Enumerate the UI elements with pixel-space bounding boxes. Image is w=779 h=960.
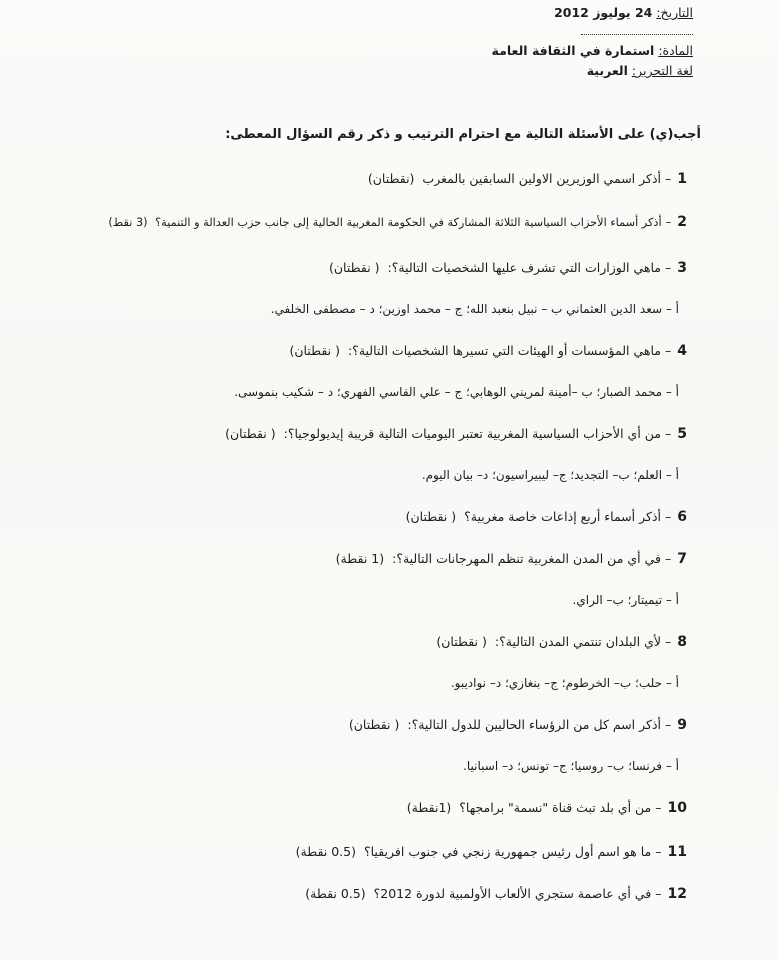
subject-label: المادة: [658,43,693,58]
question-text: أذكر اسمي الوزيرين الاولين السابقين بالمغرب [422,171,661,186]
question-text: من أي بلد تبث قناة "نسمة" برامجها؟ [459,800,652,815]
question-5: 5–من أي الأحزاب السياسية المغربية تعتبر اليوميات التالية قريبة إيديولوجيا؟: ( نقطتان) [225,426,687,442]
question-number: 11 [667,844,687,860]
question-number: 3 [677,260,687,276]
question-points: ( نقطتان) [405,509,457,524]
question-10: 10–من أي بلد تبث قناة "نسمة" برامجها؟ (1نقطة) [406,800,687,816]
question-points: ( نقطتان) [348,717,400,732]
question-text: في أي من المدن المغربية تنظم المهرجانات التالية؟: [392,551,661,566]
question-points: (3 نقط) [108,216,148,229]
question-points: ( نقطتان) [329,260,380,275]
language-value: العربية [586,63,628,78]
date-line [554,4,693,22]
question-text: في أي عاصمة ستجري الألعاب الأولمبية لدورة 2012؟ [373,886,652,901]
question-text: أذكر أسماء الأحزاب السياسية الثلاثة المشاركة في الحكومة المغربية الحالية إلى جانب حزب العدالة و التنمية؟ [155,216,662,229]
question-11: 11–ما هو اسم أول رئيس جمهورية زنجي في جنوب افريقيا؟ (0.5 نقطة) [295,844,687,860]
question-3-options: أ – سعد الدين العثماني ب – نبيل بنعبد الله؛ ج – محمد اوزين؛ د – مصطفى الخلفي. [270,302,679,316]
question-text: أذكر اسم كل من الرؤساء الحاليين للدول التالية؟: [407,717,661,732]
question-1: 1–أذكر اسمي الوزيرين الاولين السابقين بالمغرب (نقطتان) [367,171,687,187]
question-number: 8 [677,634,687,650]
instructions: أجب(ي) على الأسئلة التالية مع احترام الترتيب و ذكر رقم السؤال المعطى: [225,127,701,142]
question-number: 6 [677,509,687,525]
date-label: التاريخ: [656,5,693,20]
language-line [587,62,693,80]
question-points: (1 نقطة) [335,551,385,566]
question-9: 9–أذكر اسم كل من الرؤساء الحاليين للدول التالية؟: ( نقطتان) [348,717,687,733]
dotted-divider [581,34,693,35]
question-number: 7 [677,551,687,567]
question-number: 4 [677,343,687,359]
question-2: 2–أذكر أسماء الأحزاب السياسية الثلاثة المشاركة في الحكومة المغربية الحالية إلى جانب حزب العدالة و التنمية؟ (3 نقط) [108,214,687,230]
question-text: ماهي المؤسسات أو الهيئات التي تسيرها الشخصيات التالية؟: [347,343,661,358]
question-8-options: أ – حلب؛ ب– الخرطوم؛ ج– بنغازي؛ د– نواديبو. [450,676,679,690]
question-5-options: أ – العلم؛ ب– التجديد؛ ج– ليبيراسيون؛ د– بيان اليوم. [421,468,679,482]
question-points: (0.5 نقطة) [305,886,366,901]
question-12: 12–في أي عاصمة ستجري الألعاب الأولمبية لدورة 2012؟ (0.5 نقطة) [305,886,687,902]
question-points: ( نقطتان) [225,426,276,441]
question-8: 8–لأي البلدان تنتمي المدن التالية؟: ( نقطتان) [436,634,687,650]
question-6: 6–أذكر أسماء أربع إذاعات خاصة مغربية؟ ( نقطتان) [405,509,687,525]
question-points: ( نقطتان) [436,634,487,649]
subject-line [492,42,693,60]
question-number: 12 [667,886,687,902]
question-text: لأي البلدان تنتمي المدن التالية؟: [494,634,661,649]
question-points: (نقطتان) [367,171,415,186]
question-points: (1نقطة) [406,800,452,815]
question-9-options: أ – فرنسا؛ ب– روسيا؛ ج– تونس؛ د– اسبانيا. [463,759,679,773]
date-value: 24 يوليوز 2012 [554,5,653,20]
question-3: 3–ماهي الوزارات التي تشرف عليها الشخصيات التالية؟: ( نقطتان) [329,260,687,276]
question-points: (0.5 نقطة) [295,844,356,859]
subject-value: استمارة في الثقافة العامة [491,43,655,58]
question-number: 2 [677,214,687,230]
question-4-options: أ – محمد الصبار؛ ب –أمينة لمريني الوهابي؛ ج – علي الفاسي الفهري؛ د – شكيب بنموسى. [234,385,679,399]
question-points: ( نقطتان) [289,343,340,358]
question-text: أذكر أسماء أربع إذاعات خاصة مغربية؟ [464,509,661,524]
question-text: ما هو اسم أول رئيس جمهورية زنجي في جنوب افريقيا؟ [363,844,652,859]
question-text: من أي الأحزاب السياسية المغربية تعتبر اليوميات التالية قريبة إيديولوجيا؟: [283,426,661,441]
question-7: 7–في أي من المدن المغربية تنظم المهرجانات التالية؟: (1 نقطة) [335,551,687,567]
language-label: لغة التحرير: [631,63,693,78]
question-text: ماهي الوزارات التي تشرف عليها الشخصيات التالية؟: [387,260,661,275]
question-number: 10 [667,800,687,816]
question-number: 5 [677,426,687,442]
question-number: 1 [677,171,687,187]
question-7-options: أ – تيميتار؛ ب– الراي. [572,593,679,607]
question-4: 4–ماهي المؤسسات أو الهيئات التي تسيرها الشخصيات التالية؟: ( نقطتان) [289,343,687,359]
question-number: 9 [677,717,687,733]
